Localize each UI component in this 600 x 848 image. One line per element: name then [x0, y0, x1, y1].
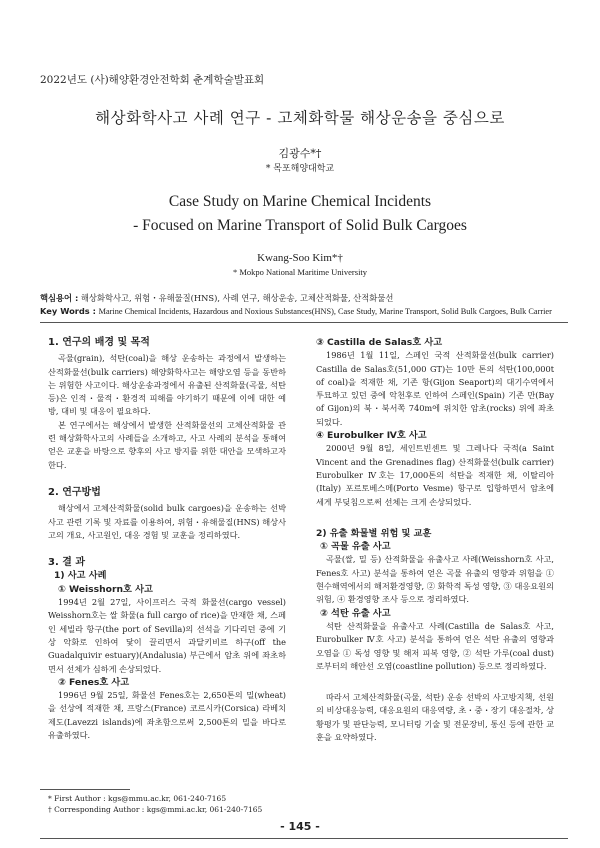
keywords-english: [40, 305, 570, 318]
risk-grain-title: ① 곡물 유출 사고: [320, 541, 391, 553]
conference-header: 2022년도 (사)해양환경안전학회 춘계학술발표회: [40, 74, 265, 86]
case-2-paragraph: 1996년 9월 25일, 화물선 Fenes호는 2,650톤의 밀(wheat)을 선상에 적재한 채, 프랑스(France) 코르시카(Corsica) 라베치제도(Lavezzi islands)에 좌초함으로써 2,500톤의 밀을 바다로 유출하였다.: [48, 690, 286, 741]
section-1-paragraph-1: 곡물(grain), 석탄(coal)을 해상 운송하는 과정에서 발생하는 산적화물선(bulk carriers) 해양화학사고는 해양오염 등을 동반하는 위험한 사고이다. 해상운송과정에서 유출된 산적화물(곡물, 석탄 등)은 인적・물적・환경적 피해를 야기하기 때문에 이에 대한 예방, 대비 및 대응이 필요하다.: [48, 353, 286, 417]
keywords-english-label: Key Words :: [40, 306, 96, 316]
section-3-title: 3. 결 과: [48, 557, 86, 569]
risk-coal-paragraph: 석탄 산적화물을 유출사고 사례(Castilla de Salas호 사고, Eurobulker Ⅳ호 사고) 분석을 통하여 얻은 석탄 유출의 영향과 오염을 ① 독성 영향 및 해저 피복 영향, ② 석탄 가루(coal dust)로부터의 해안선 오염(coastline pollution) 등으로 정리하였다.: [316, 620, 554, 671]
title-korean: 해상화학사고 사례 연구 - 고체화학물 해상운송을 중심으로: [95, 109, 505, 127]
case-4-title: ④ Eurobulker Ⅳ호 사고: [316, 430, 427, 442]
case-1-paragraph: 1994년 2월 27일, 사이프러스 국적 화물선(cargo vessel) Weisshorn호는 쌀 화물(a full cargo of rice)을 만재한 채, 스페인 세빌라 항구(the port of Sevilla)의 선석을 기다리던 중에 기상 악화로 인하여 닻이 끌리면서 과달키비르 하구(off the Guadalquivir estuary)(Andalusia) 부근에서 암초 위에 좌초하면서 선체가 심하게 손상되었다.: [48, 597, 286, 674]
affiliation-english: * Mokpo National Maritime University: [232, 267, 368, 277]
case-1-title: ① Weisshorn호 사고: [58, 583, 153, 595]
subsection-3-1-title: 1) 사고 사례: [54, 570, 107, 582]
keywords-korean-label: 핵심용어 :: [40, 293, 79, 303]
footnote-first-author: * First Author : kgs@mmu.ac.kr, 061-240-7165: [48, 794, 227, 803]
keywords-english-text: Marine Chemical Incidents, Hazardous and Noxious Substances(HNS), Case Study, Marine Transport, Solid Bulk Cargoes, Bulk Carrier: [98, 307, 552, 316]
section-2-paragraph: 해상에서 고체산적화물(solid bulk cargoes)을 운송하는 선박 사고 관련 기록 및 자료를 이용하여, 위험・유해물질(HNS) 해상사고의 개요, 사고원인, 대응 경험 및 교훈을 정리하였다.: [48, 503, 286, 540]
case-2-title: ② Fenes호 사고: [58, 676, 130, 688]
subsection-3-2-title: 2) 유출 화물별 위험 및 교훈: [316, 527, 432, 539]
risk-grain-paragraph: 곡물(쌀, 밀 등) 산적화물을 유출사고 사례(Weisshorn호 사고, Fenes호 사고) 분석을 통하여 얻은 곡물 유출의 영향과 위험을 ① 현수해역에서의 해저환경영향, ② 화학적 독성 영향, ③ 대응요원의 위험, ④ 환경영향 조사 등으로 정리하였다.: [316, 554, 554, 605]
page-number: - 145 -: [280, 820, 320, 833]
section-1-paragraph-2: 본 연구에서는 해상에서 발생한 산적화물선의 고체산적화물 관련 해상화학사고의 사례들을 소개하고, 사고 사례의 분석을 통해여 얻은 교훈을 바탕으로 향후의 사고 방지를 위한 대안을 모색하고자 한다.: [48, 419, 286, 470]
case-3-title: ③ Castilla de Salas호 사고: [316, 337, 443, 348]
case-3-paragraph: 1986년 1월 11일, 스페인 국적 산적화물선(bulk carrier) Castilla de Salas호(51,000 GT)는 10만 톤의 석탄(100,000t of coal)을 적재한 채, 기존 항(Gijon Seaport)의 대기수역에서 투묘하고 있던 중에 악천후로 인하여 스페인(Spain) 기존 만(Bay of Gijon)의 북・북서쪽 740m에 위치한 암초(rocks) 위에 좌초되었다.: [316, 350, 554, 427]
conclusion-paragraph: 따라서 고체산적화물(곡물, 석탄) 운송 선박의 사고방지책, 선원의 비상대응능력, 대응요원의 대응역량, 초・중・장기 대응절차, 상황평가 및 판단능력, 모니터링 기술 및 전문장비, 통신 등에 관한 교훈을 요약하였다.: [316, 692, 554, 743]
section-2-title: 2. 연구방법: [48, 486, 101, 498]
footnote-divider: [40, 789, 130, 790]
section-1-title: 1. 연구의 배경 및 목적: [48, 337, 150, 348]
keywords-korean: [40, 292, 570, 305]
case-4-paragraph: 2000년 9월 8일, 세인트빈센트 및 그레나다 국적(a Saint Vincent and the Grenadines flag) 산적화물선(bulk carrier) Eurobulker Ⅳ호는 17,000톤의 석탄을 적재한 채, 이탈리아(Italy) 포르토베스메(Porto Vesme) 항구로 입항하면서 암초에 세게 부딪침으로써 선체는 크게 손상되었다.: [316, 443, 554, 507]
title-english-line1: Case Study on Marine Chemical Incidents: [168, 193, 432, 210]
author-english: Kwang-Soo Kim*†: [257, 252, 343, 264]
keywords-korean-text: 해상화학사고, 위험・유해물질(HNS), 사례 연구, 해상운송, 고체산적화물, 산적화물선: [80, 293, 394, 303]
author-korean: 김광수*†: [278, 147, 322, 160]
left-column: [48, 336, 286, 742]
title-english-line2: - Focused on Marine Transport of Solid Bulk Cargoes: [133, 217, 467, 234]
keywords-divider: [40, 322, 568, 323]
footnote-corresponding-author: † Corresponding Author : kgs@mmi.ac.kr, 061-240-7165: [48, 805, 263, 814]
affiliation-korean: * 목포해양대학교: [265, 164, 335, 174]
right-column: [316, 336, 554, 744]
page-bottom-rule: [40, 838, 568, 839]
title-english: [0, 190, 600, 238]
risk-coal-title: ② 석탄 유출 사고: [320, 607, 391, 619]
